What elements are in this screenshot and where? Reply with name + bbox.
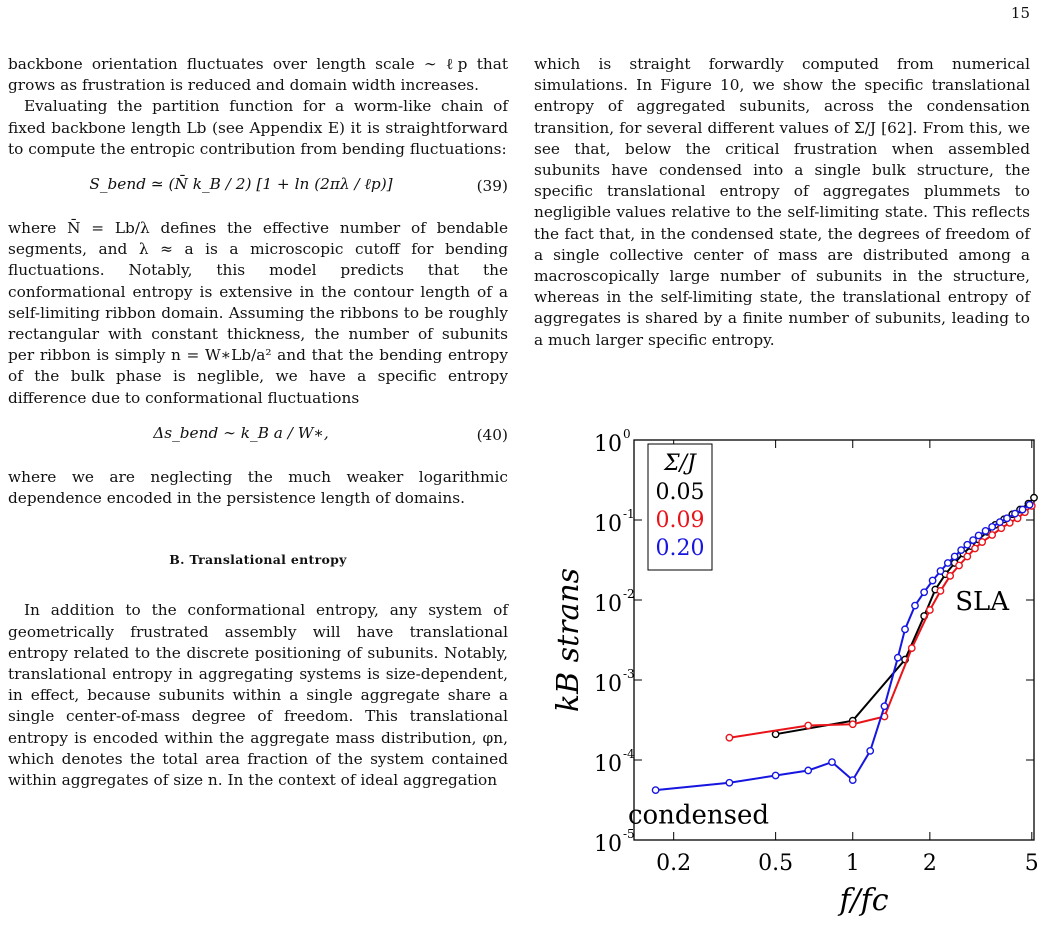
y-tick-label-5: 10	[594, 832, 622, 857]
data-point-1-7	[947, 573, 953, 579]
right-paragraph-1: which is straight forwardly computed from numerical simulations. In Figure 10, we show the specific translational entropy of aggregated subunits, across the condensation transition, for several different values of Σ/J [62]. From this, we see that, below the critical frustration when assembled subunits have condensed into a single bulk structure, the specific translational entropy of aggregates plummets to negligible values relative to the self-limiting state. This reflects the fact that, in the condensed state, the degrees of freedom of a single collective center of mass are distributed among a macroscopically large number of subunits in the structure, whereas in the self-limiting state, the translational entropy of aggregates is shared by a finite number of subunits, leading to a much larger specific entropy.	[534, 55, 1030, 349]
data-point-2-26	[1026, 502, 1032, 508]
data-point-2-4	[829, 759, 835, 765]
data-point-2-14	[945, 560, 951, 566]
equation-39	[8, 164, 508, 210]
data-point-2-0	[652, 787, 658, 793]
y-tick-exponent-3: -3	[623, 667, 635, 681]
data-point-2-19	[975, 532, 981, 538]
data-point-2-20	[982, 528, 988, 534]
data-point-2-24	[1012, 510, 1018, 516]
y-tick-label-0: 10	[594, 432, 622, 457]
left-paragraph-5: In addition to the conformational entropy, any system of geometrically frustrated assembly will have translational entropy related to the discrete positioning of subunits. Notably, translational entropy in aggregating systems is size-dependent, in effect, because subunits within a single aggregate share a single center-of-mass degree of freedom. This translational entropy is encoded within the aggregate mass distribution, φn, which denotes the total area fraction of the system contained within aggregates of size n. In the context of ideal aggregation	[8, 601, 508, 790]
x-tick-label-1: 0.5	[758, 851, 794, 876]
data-point-2-3	[805, 767, 811, 773]
y-tick-exponent-1: -1	[623, 507, 635, 521]
data-point-2-12	[929, 577, 935, 583]
equation-40-number: (40)	[476, 425, 508, 444]
data-point-1-12	[989, 532, 995, 538]
y-tick-exponent-0: 0	[623, 427, 631, 441]
data-point-0-16	[1031, 494, 1037, 500]
equation-39-body: S_bend ≃ (N̄ k_B / 2) [1 + ln (2πλ / ℓp)]	[89, 175, 393, 194]
data-point-2-6	[867, 748, 873, 754]
data-point-0-0	[772, 731, 778, 737]
equation-40-body: Δs_bend ∼ k_B a / W∗,	[153, 423, 329, 442]
data-point-1-9	[964, 553, 970, 559]
data-point-2-13	[937, 568, 943, 574]
data-point-1-10	[972, 545, 978, 551]
data-point-2-22	[997, 519, 1003, 525]
y-tick-exponent-2: -2	[623, 587, 635, 601]
data-point-2-2	[772, 772, 778, 778]
left-paragraph-1: backbone orientation fluctuates over length scale ∼ ℓp that grows as frustration is reduced and domain width increases.	[8, 55, 508, 95]
data-point-1-8	[956, 562, 962, 568]
legend-entry-2: 0.20	[655, 536, 705, 561]
x-tick-label-2: 1	[845, 851, 860, 876]
data-point-2-7	[881, 703, 887, 709]
data-point-1-11	[979, 539, 985, 545]
left-column	[8, 54, 508, 791]
figure-10	[534, 426, 1040, 926]
data-point-2-15	[951, 553, 957, 559]
y-tick-label-3: 10	[594, 672, 622, 697]
left-paragraph-3: where N̄ = Lb/λ defines the effective number of bendable segments, and λ ≈ a is a microscopic cutoff for bending fluctuations. Notably, this model predicts that the conformational entropy is extensive in the contour length of a self-limiting ribbon domain. Assuming the ribbons to be roughly rectangular with constant thickness, the number of subunits per ribbon is simply n = W∗Lb/a² and that the bending entropy of the bulk phase is neglible, we have a specific entropy difference due to conformational fluctuations	[8, 219, 508, 407]
legend-title: Σ/J	[664, 451, 696, 476]
data-point-2-17	[964, 542, 970, 548]
data-point-2-23	[1004, 515, 1010, 521]
data-point-2-1	[726, 780, 732, 786]
page-number: 15	[1010, 4, 1030, 22]
x-tick-label-4: 5	[1024, 851, 1039, 876]
series-line-0.09	[729, 506, 1031, 738]
y-tick-label-2: 10	[594, 592, 622, 617]
equation-40	[8, 413, 508, 459]
y-tick-exponent-5: -5	[623, 827, 635, 841]
data-point-1-5	[927, 607, 933, 613]
data-point-1-6	[937, 588, 943, 594]
data-point-1-1	[805, 722, 811, 728]
data-point-2-8	[895, 654, 901, 660]
equation-39-number: (39)	[476, 177, 508, 196]
annotation-0: SLA	[955, 586, 1010, 617]
data-point-2-18	[970, 537, 976, 543]
section-heading: B. Translational entropy	[169, 552, 347, 568]
x-axis-label: f/fc	[839, 883, 889, 918]
entropy-chart	[534, 426, 1040, 926]
left-paragraph-4: where we are neglecting the much weaker logarithmic dependence encoded in the persistence length of domains.	[8, 467, 508, 508]
left-paragraph-2: Evaluating the partition function for a worm-like chain of fixed backbone length Lb (see Appendix E) it is straightforward to compute the entropic contribution from bending fluctuations:	[8, 97, 508, 158]
annotation-1: condensed	[627, 800, 770, 831]
y-tick-label-1: 10	[594, 512, 622, 537]
y-tick-label-4: 10	[594, 752, 622, 777]
data-point-2-9	[902, 626, 908, 632]
data-point-1-2	[850, 721, 856, 727]
data-point-1-0	[726, 734, 732, 740]
right-column	[534, 54, 1030, 351]
legend-entry-0: 0.05	[655, 480, 705, 505]
data-point-2-11	[921, 589, 927, 595]
data-point-1-4	[909, 645, 915, 651]
y-axis-label: kB strans	[551, 567, 586, 713]
legend-entry-1: 0.09	[655, 508, 705, 533]
data-point-2-21	[989, 524, 995, 530]
x-tick-label-3: 2	[922, 851, 937, 876]
data-point-2-5	[850, 777, 856, 783]
data-point-2-10	[912, 602, 918, 608]
x-tick-label-0: 0.2	[656, 851, 692, 876]
y-tick-exponent-4: -4	[623, 747, 635, 761]
data-point-2-25	[1019, 506, 1025, 512]
data-point-2-16	[958, 547, 964, 553]
